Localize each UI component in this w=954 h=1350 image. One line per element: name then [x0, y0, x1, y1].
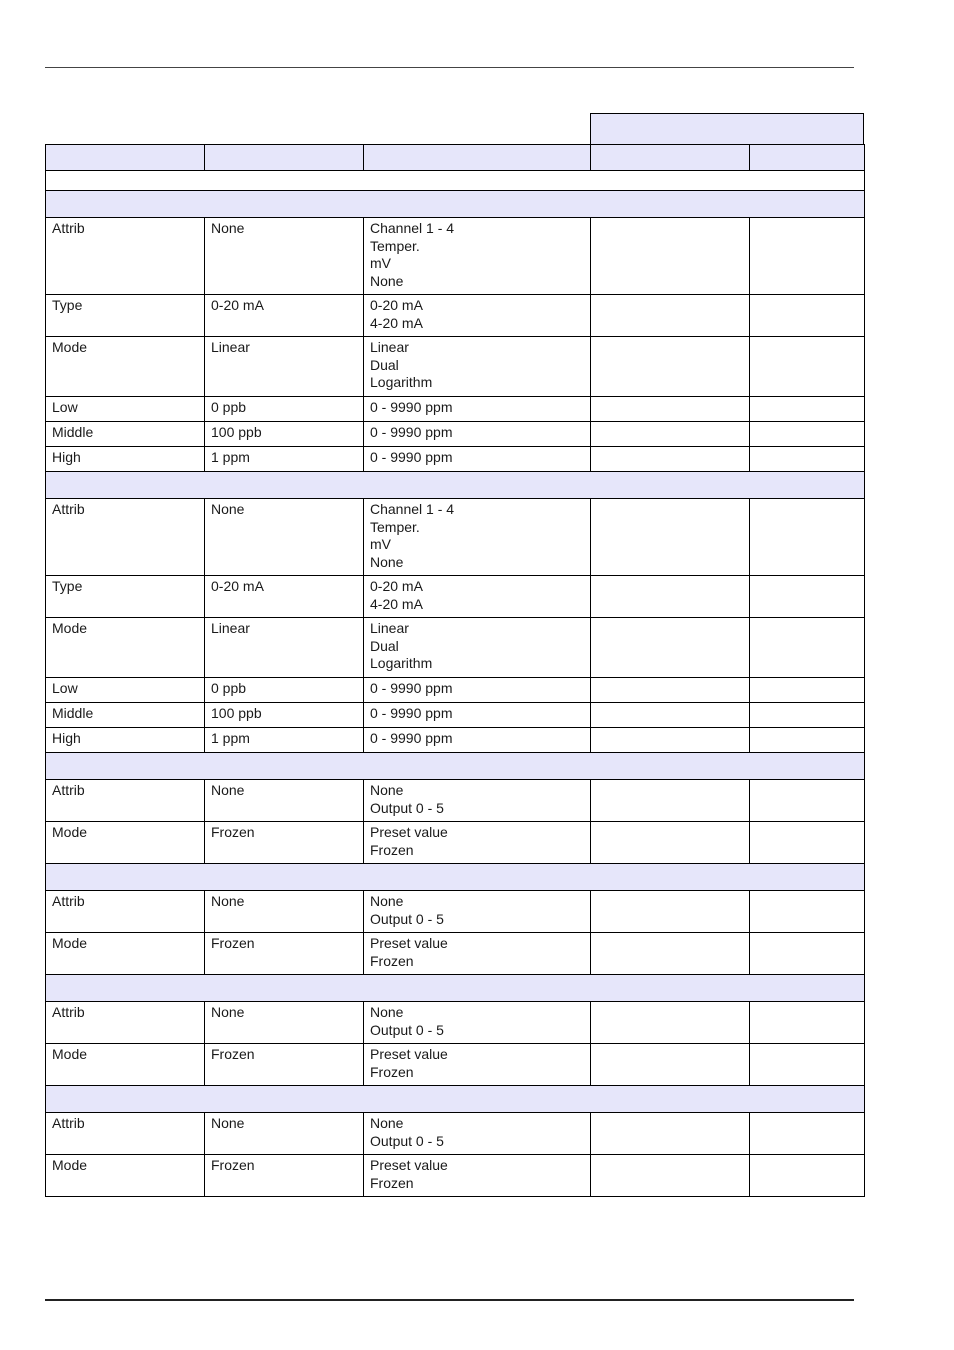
range-option: Logarithm	[370, 655, 433, 672]
range-cell	[364, 447, 591, 472]
setting-name-cell: High	[46, 728, 205, 753]
column-header-user-value-1	[591, 145, 750, 171]
setting-name-cell: Low	[46, 678, 205, 703]
range-option: 4-20 mA	[370, 314, 423, 331]
range-cell	[364, 891, 591, 933]
user-value-cell-1	[591, 891, 750, 933]
setting-name-cell: Mode	[46, 933, 205, 975]
range-option: Output 0 - 5	[370, 1132, 444, 1149]
setting-name-cell: Mode	[46, 822, 205, 864]
section-header-row	[46, 975, 865, 1002]
range-option: 0 - 9990 ppm	[370, 705, 453, 721]
user-value-cell-1	[591, 728, 750, 753]
range-cell	[364, 295, 591, 337]
section-header-row	[46, 191, 865, 218]
range-option: Preset value	[370, 1157, 448, 1173]
range-option: None	[370, 272, 404, 289]
blank-cell	[46, 171, 865, 191]
default-value-cell: 100 ppb	[205, 422, 364, 447]
range-cell	[364, 1044, 591, 1086]
user-value-cell-1	[591, 703, 750, 728]
default-value-cell: None	[205, 1002, 364, 1044]
default-value-cell: None	[205, 499, 364, 576]
range-cell	[364, 822, 591, 864]
range-option: Frozen	[370, 1174, 414, 1191]
user-value-cell-2	[750, 822, 865, 864]
default-value-cell: None	[205, 780, 364, 822]
user-value-cell-1	[591, 422, 750, 447]
range-cell	[364, 618, 591, 678]
user-settings-group-header	[590, 113, 864, 144]
default-value-cell: 100 ppb	[205, 703, 364, 728]
footer-rule	[45, 1299, 854, 1301]
default-value-cell: 0-20 mA	[205, 295, 364, 337]
range-cell	[364, 1155, 591, 1197]
user-value-cell-1	[591, 218, 750, 295]
user-value-cell-2	[750, 447, 865, 472]
range-option: Channel 1 - 4	[370, 501, 455, 517]
user-value-cell-1	[591, 822, 750, 864]
default-value-cell: Frozen	[205, 1155, 364, 1197]
default-value-cell: 1 ppm	[205, 728, 364, 753]
range-option: Temper.	[370, 237, 420, 254]
setting-row	[46, 618, 865, 678]
user-value-cell-1	[591, 295, 750, 337]
user-value-cell-2	[750, 1113, 865, 1155]
range-cell	[364, 397, 591, 422]
section-header-cell	[46, 753, 865, 780]
setting-row	[46, 447, 865, 472]
range-option: 0-20 mA	[370, 297, 423, 313]
default-value-cell: None	[205, 218, 364, 295]
user-value-cell-1	[591, 576, 750, 618]
setting-name-cell: High	[46, 447, 205, 472]
user-value-cell-1	[591, 1002, 750, 1044]
setting-name-cell: Attrib	[46, 218, 205, 295]
user-value-cell-1	[591, 618, 750, 678]
setting-name-cell: Type	[46, 576, 205, 618]
range-cell	[364, 703, 591, 728]
user-value-cell-1	[591, 1044, 750, 1086]
user-value-cell-2	[750, 703, 865, 728]
section-header-cell	[46, 864, 865, 891]
range-cell	[364, 780, 591, 822]
user-value-cell-1	[591, 337, 750, 397]
setting-row	[46, 422, 865, 447]
column-header-range	[364, 145, 591, 171]
default-value-cell: None	[205, 1113, 364, 1155]
range-option: Channel 1 - 4	[370, 220, 455, 236]
setting-row	[46, 1113, 865, 1155]
blank-row	[46, 171, 865, 191]
default-value-cell: Frozen	[205, 1044, 364, 1086]
setting-name-cell: Low	[46, 397, 205, 422]
user-value-cell-2	[750, 780, 865, 822]
header-rule	[45, 67, 854, 68]
user-value-cell-2	[750, 891, 865, 933]
user-value-cell-2	[750, 1155, 865, 1197]
setting-name-cell: Attrib	[46, 1113, 205, 1155]
user-value-cell-2	[750, 933, 865, 975]
setting-name-cell: Attrib	[46, 1002, 205, 1044]
range-cell	[364, 728, 591, 753]
user-value-cell-1	[591, 499, 750, 576]
default-value-cell: Frozen	[205, 822, 364, 864]
section-header-row	[46, 753, 865, 780]
setting-row	[46, 576, 865, 618]
range-option: Temper.	[370, 518, 420, 535]
range-cell	[364, 337, 591, 397]
column-header-default	[205, 145, 364, 171]
user-value-cell-2	[750, 618, 865, 678]
range-cell	[364, 1002, 591, 1044]
range-option: 4-20 mA	[370, 595, 423, 612]
default-value-cell: Linear	[205, 337, 364, 397]
column-header-row	[46, 145, 865, 171]
section-header-cell	[46, 975, 865, 1002]
setting-row	[46, 933, 865, 975]
range-option: mV	[370, 255, 391, 272]
range-option: Preset value	[370, 1046, 448, 1062]
section-header-cell	[46, 472, 865, 499]
default-value-cell: 0 ppb	[205, 678, 364, 703]
column-header-setting	[46, 145, 205, 171]
section-header-cell	[46, 1086, 865, 1113]
setting-row	[46, 337, 865, 397]
user-value-cell-2	[750, 337, 865, 397]
setting-row	[46, 728, 865, 753]
setting-row	[46, 703, 865, 728]
range-option: Frozen	[370, 841, 414, 858]
default-value-cell: Linear	[205, 618, 364, 678]
range-cell	[364, 933, 591, 975]
range-option: None	[370, 782, 404, 798]
setting-row	[46, 780, 865, 822]
range-cell	[364, 1113, 591, 1155]
range-option: Dual	[370, 356, 399, 373]
user-value-cell-2	[750, 397, 865, 422]
range-cell	[364, 576, 591, 618]
range-option: Preset value	[370, 824, 448, 840]
range-option: Logarithm	[370, 374, 433, 391]
range-cell	[364, 499, 591, 576]
range-option: 0-20 mA	[370, 578, 423, 594]
default-value-cell: 1 ppm	[205, 447, 364, 472]
setting-row	[46, 891, 865, 933]
user-value-cell-2	[750, 499, 865, 576]
section-header-row	[46, 864, 865, 891]
setting-row	[46, 1155, 865, 1197]
default-value-cell: Frozen	[205, 933, 364, 975]
setting-name-cell: Type	[46, 295, 205, 337]
range-cell	[364, 218, 591, 295]
setting-name-cell: Attrib	[46, 891, 205, 933]
setting-row	[46, 499, 865, 576]
user-value-cell-2	[750, 1002, 865, 1044]
section-header-row	[46, 1086, 865, 1113]
user-value-cell-2	[750, 1044, 865, 1086]
default-value-cell: 0 ppb	[205, 397, 364, 422]
setting-name-cell: Mode	[46, 618, 205, 678]
range-option: None	[370, 893, 404, 909]
range-option: 0 - 9990 ppm	[370, 680, 453, 696]
user-value-cell-2	[750, 295, 865, 337]
range-option: None	[370, 1004, 404, 1020]
user-value-cell-2	[750, 728, 865, 753]
section-header-row	[46, 472, 865, 499]
section-header-cell	[46, 191, 865, 218]
range-option: Output 0 - 5	[370, 910, 444, 927]
setting-row	[46, 295, 865, 337]
user-value-cell-1	[591, 780, 750, 822]
setting-row	[46, 822, 865, 864]
user-value-cell-1	[591, 447, 750, 472]
setting-row	[46, 1044, 865, 1086]
setting-name-cell: Mode	[46, 1044, 205, 1086]
column-header-user-value-2	[750, 145, 865, 171]
user-value-cell-1	[591, 678, 750, 703]
setting-name-cell: Mode	[46, 1155, 205, 1197]
user-value-cell-2	[750, 576, 865, 618]
user-value-cell-2	[750, 678, 865, 703]
setting-name-cell: Attrib	[46, 780, 205, 822]
setting-row	[46, 1002, 865, 1044]
setting-row	[46, 218, 865, 295]
setting-name-cell: Middle	[46, 703, 205, 728]
setting-name-cell: Attrib	[46, 499, 205, 576]
setting-name-cell: Middle	[46, 422, 205, 447]
default-value-cell: 0-20 mA	[205, 576, 364, 618]
range-option: Frozen	[370, 952, 414, 969]
range-option: Dual	[370, 637, 399, 654]
range-option: Output 0 - 5	[370, 799, 444, 816]
user-value-cell-2	[750, 218, 865, 295]
range-cell	[364, 678, 591, 703]
range-option: Linear	[370, 620, 409, 636]
range-option: None	[370, 553, 404, 570]
range-option: 0 - 9990 ppm	[370, 730, 453, 746]
user-value-cell-2	[750, 422, 865, 447]
range-option: 0 - 9990 ppm	[370, 449, 453, 465]
setting-row	[46, 678, 865, 703]
range-option: 0 - 9990 ppm	[370, 399, 453, 415]
user-value-cell-1	[591, 397, 750, 422]
range-option: Linear	[370, 339, 409, 355]
user-value-cell-1	[591, 1155, 750, 1197]
range-option: Preset value	[370, 935, 448, 951]
range-option: Frozen	[370, 1063, 414, 1080]
range-option: None	[370, 1115, 404, 1131]
range-cell	[364, 422, 591, 447]
user-value-cell-1	[591, 1113, 750, 1155]
range-option: 0 - 9990 ppm	[370, 424, 453, 440]
setting-name-cell: Mode	[46, 337, 205, 397]
user-value-cell-1	[591, 933, 750, 975]
range-option: mV	[370, 536, 391, 553]
setting-row	[46, 397, 865, 422]
range-option: Output 0 - 5	[370, 1021, 444, 1038]
settings-table	[45, 144, 865, 1197]
default-value-cell: None	[205, 891, 364, 933]
